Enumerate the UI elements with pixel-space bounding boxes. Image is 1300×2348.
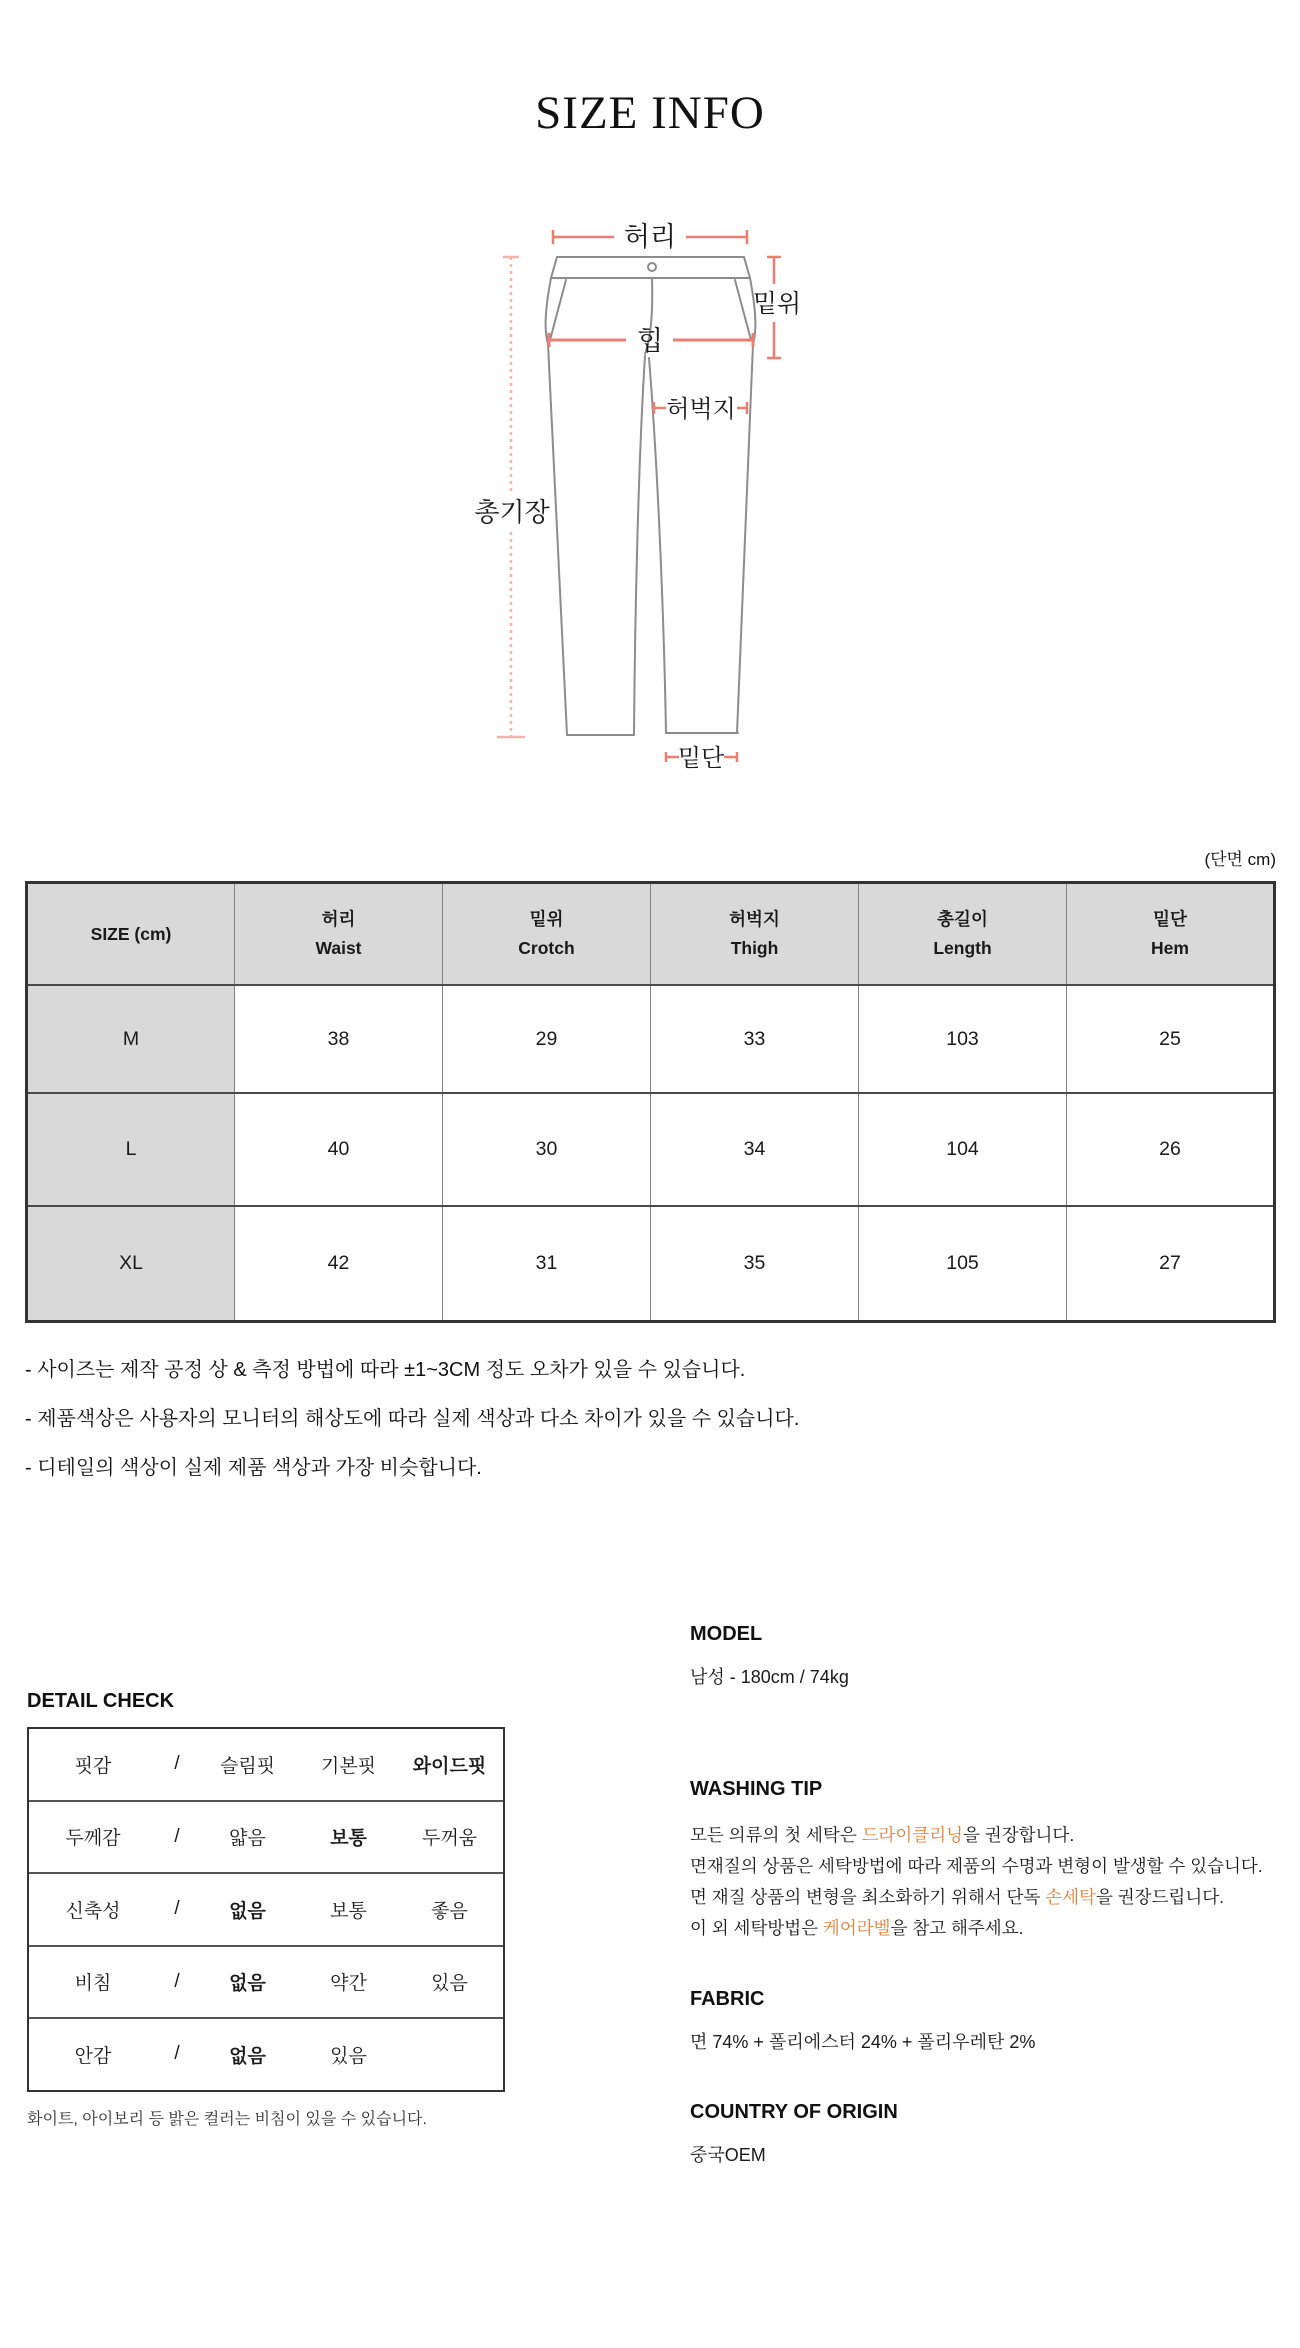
- value-cell: 104: [859, 1093, 1067, 1206]
- waist-label: 허리: [623, 222, 677, 252]
- hip-label: 힙: [636, 326, 664, 356]
- col-header-thigh: 허벅지 Thigh: [651, 883, 859, 986]
- detail-row-separator: /: [174, 1825, 180, 1847]
- model-title: MODEL: [690, 1623, 763, 1645]
- size-note-line: - 디테일의 색상이 실제 제품 색상과 가장 비슷합니다.: [25, 1457, 482, 1479]
- list-item: [29, 1945, 503, 2018]
- col-header-length: 총길이 Length: [859, 883, 1067, 986]
- detail-option-selected: 없음: [229, 2045, 266, 2067]
- washing-tip-line: 모든 의류의 첫 세탁은 드라이클리닝을 권장합니다.: [690, 1825, 1075, 1845]
- size-cell: L: [27, 1093, 235, 1206]
- detail-option: 있음: [330, 2045, 367, 2067]
- washing-tip-title: WASHING TIP: [690, 1778, 823, 1800]
- detail-row-separator: /: [174, 1970, 180, 1992]
- product-info-column: [690, 1622, 1290, 2166]
- washing-link: 케어라벨: [822, 1918, 891, 1938]
- detail-option-selected: 와이드핏: [412, 1755, 487, 1777]
- col-header-crotch: 밑위 Crotch: [443, 883, 651, 986]
- detail-row-label: 핏감: [74, 1755, 112, 1777]
- col-header-hem: 밑단 Hem: [1067, 883, 1275, 986]
- washing-tip-line: 면재질의 상품은 세탁방법에 따라 제품의 수명과 변형이 발생할 수 있습니다.: [690, 1856, 1263, 1876]
- length-measure-line: [474, 257, 549, 737]
- size-table: [25, 881, 1276, 1323]
- crotch-label: 밑위: [752, 290, 802, 318]
- size-note-line: - 제품색상은 사용자의 모니터의 해상도에 따라 실제 색상과 다소 차이가 있을 수 있습니다.: [25, 1408, 800, 1430]
- size-cell: M: [27, 985, 235, 1093]
- table-row: [27, 1093, 1275, 1206]
- detail-row-label: 두께감: [65, 1828, 121, 1850]
- hem-measure-line: [666, 745, 737, 772]
- value-cell: 25: [1067, 985, 1275, 1093]
- detail-option: 슬림핏: [219, 1755, 276, 1777]
- value-cell: 105: [859, 1206, 1067, 1321]
- list-item: [29, 1729, 503, 1800]
- value-cell: 31: [443, 1206, 651, 1321]
- crotch-measure-line: [753, 257, 801, 358]
- pants-measurement-diagram: [420, 140, 880, 800]
- washing-tip-line: 면 재질 상품의 변형을 최소화하기 위해서 단독 손세탁을 권장드립니다.: [690, 1887, 1225, 1907]
- col-header-waist: 허리 Waist: [235, 883, 443, 986]
- detail-row-label: 신축성: [65, 1900, 121, 1922]
- list-item: [29, 1872, 503, 1945]
- detail-check-note: 화이트, 아이보리 등 밝은 컬러는 비침이 있을 수 있습니다.: [27, 2110, 427, 2128]
- hip-measure-line: [549, 326, 753, 356]
- detail-check-section: [27, 1690, 505, 2129]
- value-cell: 38: [235, 985, 443, 1093]
- washing-tip-line: 이 외 세탁방법은 케어라벨을 참고 해주세요.: [690, 1918, 1024, 1938]
- washing-link: 드라이클리닝: [861, 1825, 964, 1845]
- detail-row-label: 안감: [74, 2045, 112, 2067]
- value-cell: 30: [443, 1093, 651, 1206]
- detail-row-separator: /: [174, 1753, 180, 1775]
- size-cell: XL: [27, 1206, 235, 1321]
- list-item: [29, 2017, 503, 2090]
- thigh-measure-line: [654, 396, 747, 423]
- model-value: 남성 - 180cm / 74kg: [690, 1667, 849, 1687]
- col-header-size: SIZE (cm): [27, 883, 235, 986]
- detail-option: 얇음: [229, 1828, 266, 1850]
- size-table-header-row: [27, 883, 1275, 986]
- unit-note: (단면 cm): [1204, 850, 1276, 869]
- value-cell: 27: [1067, 1206, 1275, 1321]
- detail-option-selected: 없음: [229, 1973, 266, 1995]
- value-cell: 26: [1067, 1093, 1275, 1206]
- origin-title: COUNTRY OF ORIGIN: [690, 2101, 898, 2123]
- length-label: 총기장: [474, 497, 550, 527]
- value-cell: 35: [651, 1206, 859, 1321]
- value-cell: 29: [443, 985, 651, 1093]
- detail-option: 두꺼움: [421, 1828, 478, 1850]
- fabric-title: FABRIC: [690, 1988, 765, 2010]
- detail-option: 있음: [431, 1973, 468, 1995]
- detail-row-separator: /: [174, 2043, 180, 2065]
- fabric-value: 면 74% + 폴리에스터 24% + 폴리우레탄 2%: [690, 2032, 1036, 2052]
- list-item: [29, 1800, 503, 1873]
- detail-option-selected: 보통: [330, 1828, 367, 1850]
- value-cell: 40: [235, 1093, 443, 1206]
- detail-row-separator: /: [174, 1898, 180, 1920]
- waist-button-icon: [648, 263, 656, 271]
- value-cell: 34: [651, 1093, 859, 1206]
- waist-measure-line: [553, 222, 747, 252]
- table-row: [27, 1206, 1275, 1321]
- value-cell: 103: [859, 985, 1067, 1093]
- thigh-label: 허벅지: [666, 396, 736, 423]
- detail-option: 약간: [330, 1973, 367, 1995]
- hem-label: 밑단: [677, 745, 725, 772]
- detail-option: 보통: [330, 1900, 367, 1922]
- table-row: [27, 985, 1275, 1093]
- value-cell: 42: [235, 1206, 443, 1321]
- washing-tip-lines: [690, 1820, 1290, 1944]
- detail-check-title: DETAIL CHECK: [27, 1690, 175, 1712]
- size-notes: [25, 1346, 799, 1493]
- origin-value: 중국OEM: [690, 2145, 766, 2165]
- page-title: SIZE INFO: [535, 87, 765, 139]
- detail-row-label: 비침: [74, 1973, 112, 1995]
- detail-option-selected: 없음: [229, 1900, 266, 1922]
- washing-link: 손세탁: [1045, 1887, 1096, 1907]
- detail-check-table: [27, 1727, 505, 2092]
- value-cell: 33: [651, 985, 859, 1093]
- size-note-line: - 사이즈는 제작 공정 상 & 측정 방법에 따라 ±1~3CM 정도 오차가 있을 수 있습니다.: [25, 1359, 746, 1381]
- detail-option: 좋음: [431, 1900, 468, 1922]
- detail-option: 기본핏: [320, 1755, 377, 1777]
